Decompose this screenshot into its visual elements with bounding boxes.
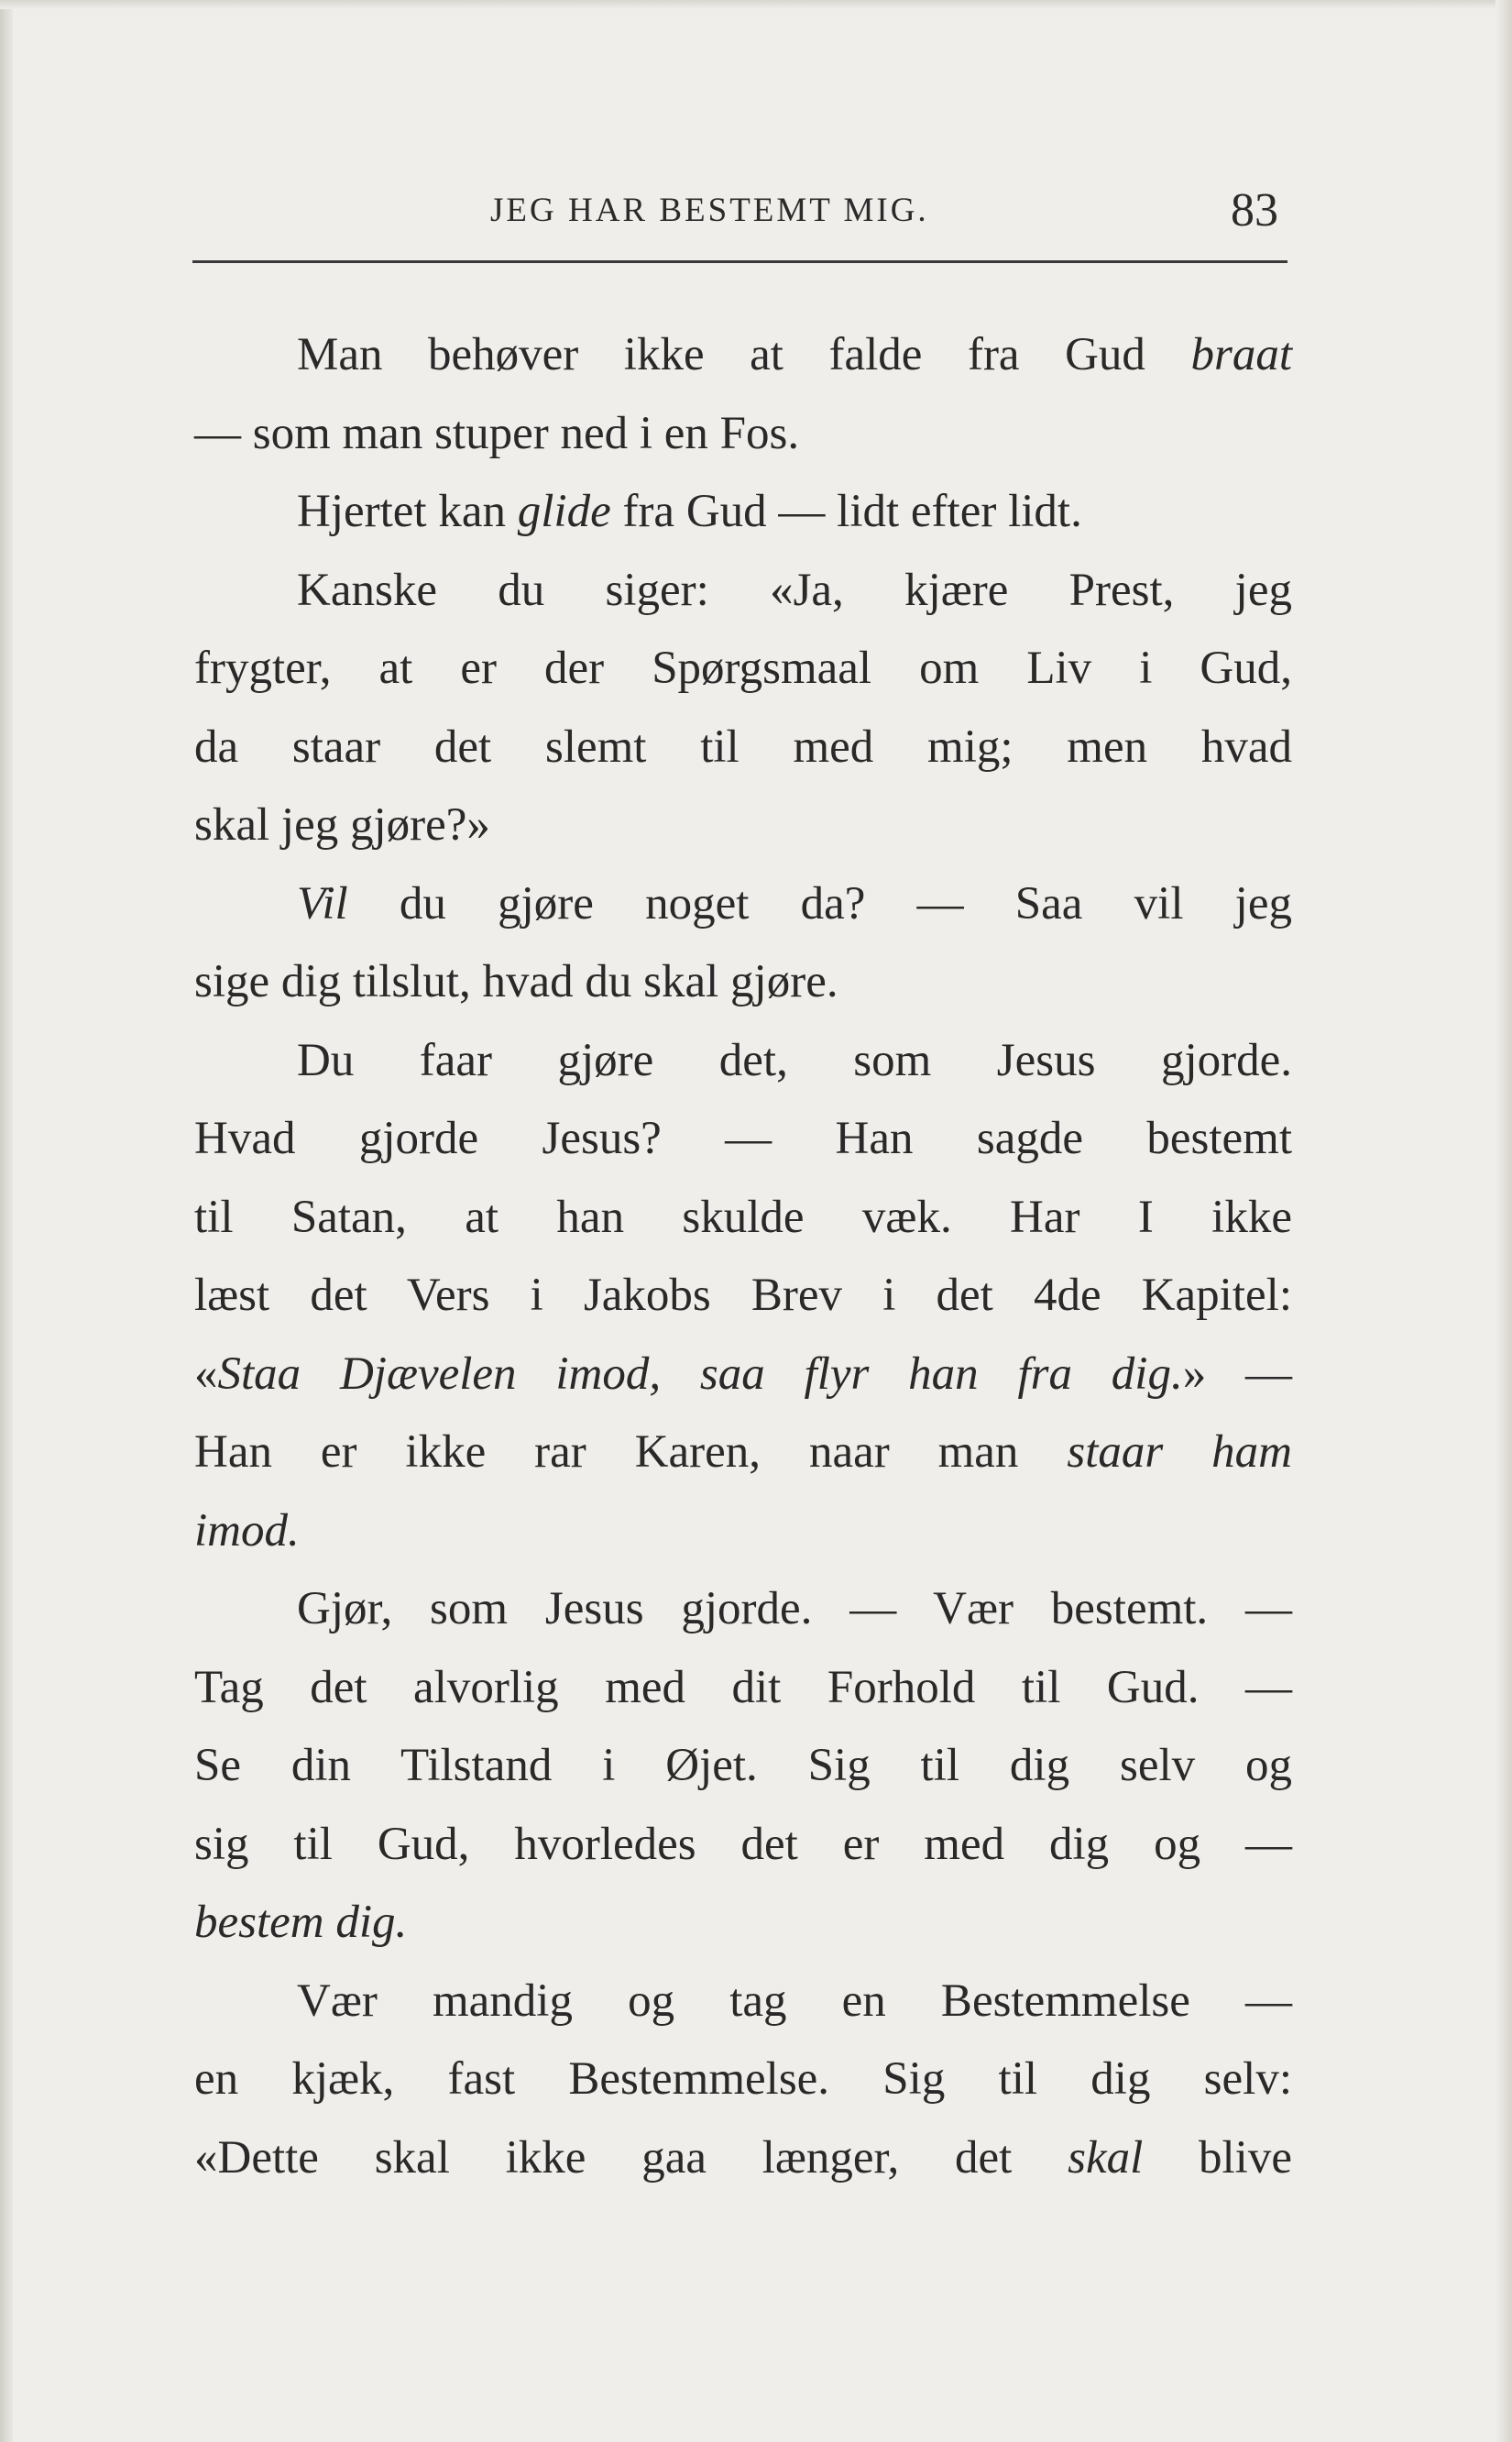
text-segment: «	[194, 1348, 218, 1400]
header-rule	[192, 260, 1287, 263]
text-segment: da staar det slemt til med mig; men hvad	[194, 720, 1292, 773]
text-segment: sig til Gud, hvorledes det er med dig og —	[194, 1818, 1292, 1870]
text-segment: skal jeg gjøre?»	[194, 799, 490, 851]
body-text	[194, 316, 1292, 2197]
italic-text-segment: Vil	[297, 877, 348, 930]
text-line	[194, 2119, 1292, 2198]
page-top-edge-shadow	[0, 0, 1512, 9]
running-header-title: JEG HAR BESTEMT MIG.	[490, 192, 929, 229]
text-line	[194, 1100, 1292, 1179]
text-line	[194, 1570, 1292, 1649]
text-segment: Gjør, som Jesus gjorde. — Vær bestemt. —	[297, 1583, 1292, 1634]
italic-text-segment: bestem dig.	[194, 1897, 408, 1948]
page-right-edge-shadow	[1496, 0, 1512, 2442]
text-segment: Hjertet kan	[297, 486, 518, 537]
italic-text-segment: Staa Djævelen imod, saa flyr han fra dig.	[217, 1348, 1183, 1400]
text-line	[194, 316, 1292, 395]
text-segment: Se din Tilstand i Øjet. Sig til dig selv og	[194, 1740, 1292, 1791]
text-segment: Han er ikke rar Karen, naar man	[194, 1426, 1068, 1478]
text-segment: Vær mandig og tag en Bestemmelse —	[297, 1974, 1292, 2027]
text-line	[194, 1806, 1292, 1885]
text-segment: frygter, at er der Spørgsmaal om Liv i Gud,	[194, 643, 1292, 694]
text-segment: Tag det alvorlig med dit Forhold til Gud. —	[194, 1661, 1292, 1713]
text-segment: sige dig tilslut, hvad du skal gjøre.	[194, 956, 838, 1007]
text-line	[194, 1649, 1292, 1728]
text-line	[194, 1727, 1292, 1806]
text-line	[194, 709, 1292, 787]
text-line	[194, 1414, 1292, 1492]
text-line	[194, 395, 1292, 474]
text-line	[194, 865, 1292, 944]
text-segment: Kanske du siger: «Ja, kjære Prest, jeg	[297, 564, 1292, 616]
text-line	[194, 1336, 1292, 1414]
text-segment: Du faar gjøre det, som Jesus gjorde.	[297, 1034, 1292, 1086]
text-segment: du gjøre noget da? — Saa vil jeg	[347, 877, 1292, 930]
text-segment: blive	[1143, 2131, 1292, 2184]
page-number: 83	[1231, 184, 1278, 236]
text-segment: «Dette skal ikke gaa længer, det	[194, 2131, 1068, 2184]
text-line	[194, 2040, 1292, 2119]
text-line	[194, 1963, 1292, 2041]
text-line	[194, 786, 1292, 865]
text-segment: — som man stuper ned i en Fos.	[194, 407, 800, 459]
italic-text-segment: staar ham	[1067, 1426, 1292, 1478]
text-line	[194, 552, 1292, 631]
text-line	[194, 1257, 1292, 1336]
italic-text-segment: imod.	[194, 1504, 300, 1556]
italic-text-segment: skal	[1068, 2131, 1144, 2184]
text-segment: Hvad gjorde Jesus? — Han sagde bestemt	[194, 1113, 1292, 1164]
text-segment: en kjæk, fast Bestemmelse. Sig til dig selv:	[194, 2053, 1292, 2105]
text-segment: fra Gud — lidt efter lidt.	[610, 486, 1082, 537]
text-segment: » —	[1182, 1348, 1292, 1400]
text-line	[194, 943, 1292, 1022]
italic-text-segment: braat	[1190, 329, 1292, 380]
text-segment: læst det Vers i Jakobs Brev i det 4de Kapitel:	[194, 1270, 1292, 1321]
text-line	[194, 630, 1292, 709]
text-line	[194, 1179, 1292, 1258]
text-line	[194, 1884, 1292, 1963]
text-line	[194, 473, 1292, 552]
page-left-edge-shadow	[0, 0, 13, 2442]
text-line	[194, 1022, 1292, 1101]
text-line	[194, 1492, 1292, 1571]
text-segment: Man behøver ikke at falde fra Gud	[297, 329, 1191, 380]
text-segment: til Satan, at han skulde væk. Har I ikke	[194, 1191, 1292, 1243]
italic-text-segment: glide	[517, 486, 611, 537]
